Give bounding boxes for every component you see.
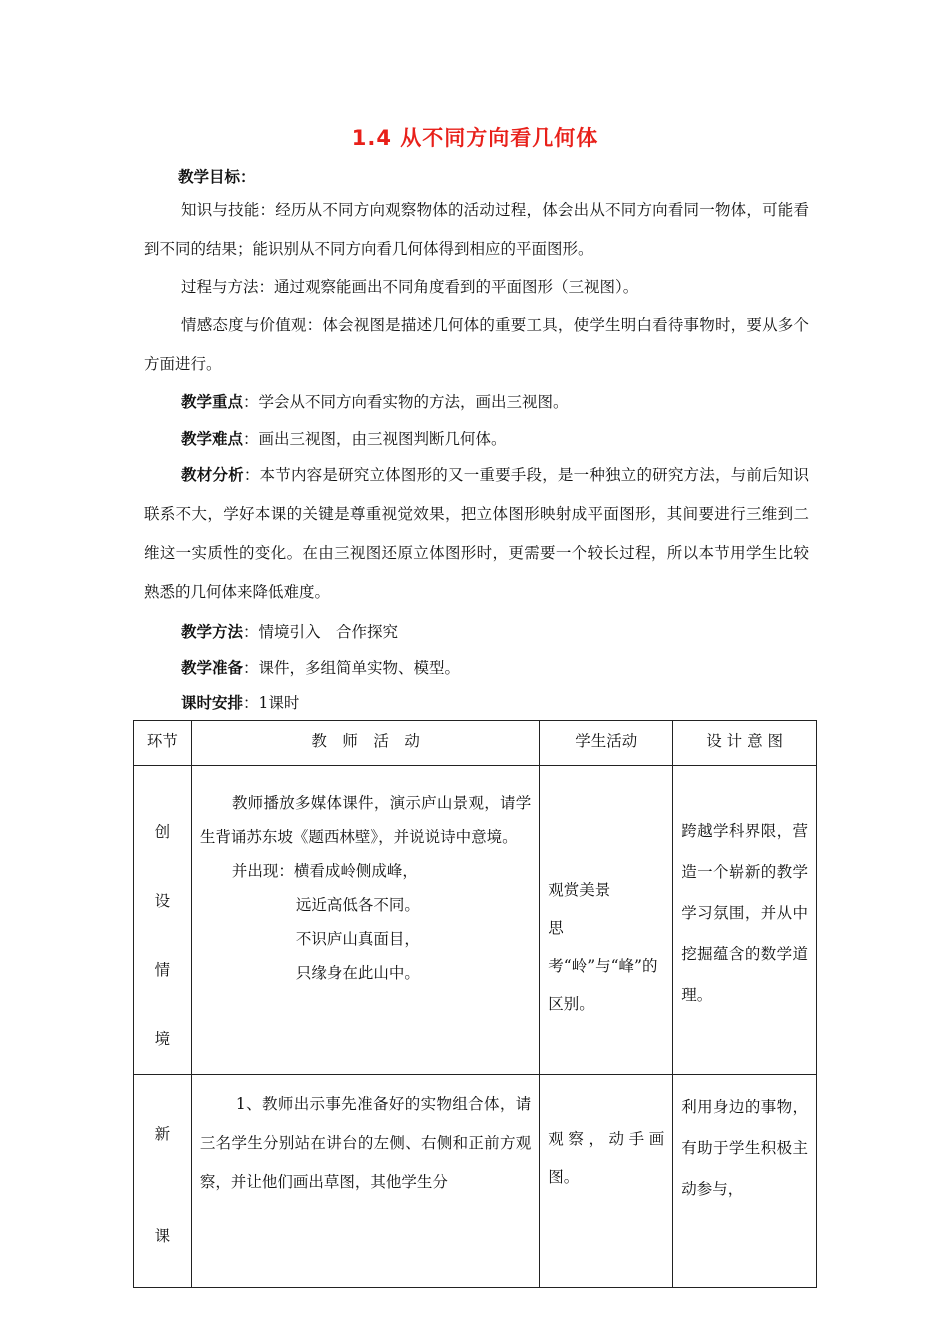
analysis-paragraph (144, 456, 809, 612)
student-activity-cell (540, 1075, 673, 1288)
focus-label: 教学重点 (181, 393, 244, 411)
goals-heading-label: 教学目标： (178, 168, 256, 186)
teacher-activity-text: 教师播放多媒体课件，演示庐山景观，请学生背诵苏东坡《题西林壁》，并说说诗中意境。 (199, 794, 532, 846)
table-row (134, 1075, 817, 1288)
goals-emotion: 情感态度与价值观：体会视图是描述几何体的重要工具，使学生明白看待事物时，要从多个方面进行。 (144, 316, 809, 373)
analysis-label: 教材分析 (181, 466, 244, 484)
stage-cell (134, 766, 192, 1075)
stage-char: 情 (154, 961, 171, 979)
schedule-paragraph (144, 684, 809, 723)
difficulty-text: ：画出三视图，由三视图判断几何体。 (243, 430, 507, 448)
stage-cell (134, 1075, 192, 1288)
student-activity-text: 思考“岭”与“峰”的区别。 (548, 919, 658, 1013)
table-row (134, 766, 817, 1075)
header-stage: 环节 (134, 721, 192, 766)
schedule-label: 课时安排 (181, 694, 244, 712)
analysis-text: ：本节内容是研究立体图形的又一重要手段，是一种独立的研究方法，与前后知识联系不大，学好本课的关键是尊重视觉效果，把立体图形映射成平面图形，其间要进行三维到二维这一实质性的变化。在由三视图还原立体图形时，更需要一个较长过程，所以本节用学生比较熟悉的几何体来降低难度。 (144, 466, 809, 601)
poem-line: 并出现：横看成岭侧成峰， (231, 862, 418, 880)
stage-char: 境 (154, 1030, 171, 1048)
poem-line: 只缘身在此山中。 (295, 964, 420, 982)
goals-knowledge: 知识与技能：经历从不同方向观察物体的活动过程，体会出从不同方向看同一物体，可能看到不同的结果；能识别从不同方向看几何体得到相应的平面图形。 (144, 201, 809, 258)
difficulty-paragraph (144, 420, 809, 459)
method-paragraph (144, 613, 809, 652)
design-intent-text: 跨越学科界限，营造一个崭新的教学学习氛围，并从中挖掘蕴含的数学道理。 (681, 822, 808, 1004)
design-intent-cell (673, 766, 817, 1075)
poem-line: 远近高低各不同。 (295, 896, 420, 914)
student-activity-cell (540, 766, 673, 1075)
header-design-intent: 设 计 意 图 (673, 721, 817, 766)
focus-text: ：学会从不同方向看实物的方法，画出三视图。 (243, 393, 569, 411)
method-label: 教学方法 (181, 623, 244, 641)
stage-char: 创 (154, 823, 171, 841)
teacher-activity-text: 1、教师出示事先准备好的实物组合体，请三名学生分别站在讲台的左侧、右侧和正前方观察，并让他们画出草图，其他学生分 (199, 1095, 532, 1191)
teacher-activity-cell (191, 1075, 539, 1288)
focus-paragraph (144, 383, 809, 422)
student-activity-text: 观赏美景 (548, 881, 611, 899)
poem-line: 不识庐山真面目， (295, 930, 420, 948)
header-teacher-activity: 教 师 活 动 (191, 721, 539, 766)
student-activity-text: 观察，动手画图。 (548, 1130, 665, 1186)
prep-paragraph (144, 649, 809, 688)
lesson-plan-table (133, 720, 817, 1288)
stage-char: 设 (154, 892, 171, 910)
stage-char: 新 (154, 1125, 171, 1143)
page-title: 1.4 从不同方向看几何体 (351, 126, 599, 150)
prep-text: ：课件，多组简单实物、模型。 (243, 659, 461, 677)
header-student-activity: 学生活动 (540, 721, 673, 766)
difficulty-label: 教学难点 (181, 430, 244, 448)
prep-label: 教学准备 (181, 659, 244, 677)
stage-char: 课 (154, 1227, 171, 1245)
design-intent-text: 利用身边的事物，有助于学生积极主动参与， (681, 1098, 808, 1198)
goals-process: 过程与方法：通过观察能画出不同角度看到的平面图形（三视图）。 (181, 278, 639, 296)
method-text: ：情境引入 合作探究 (243, 623, 399, 641)
teacher-activity-cell (191, 766, 539, 1075)
table-header-row (134, 721, 817, 766)
schedule-text: ：1课时 (243, 694, 300, 712)
design-intent-cell (673, 1075, 817, 1288)
